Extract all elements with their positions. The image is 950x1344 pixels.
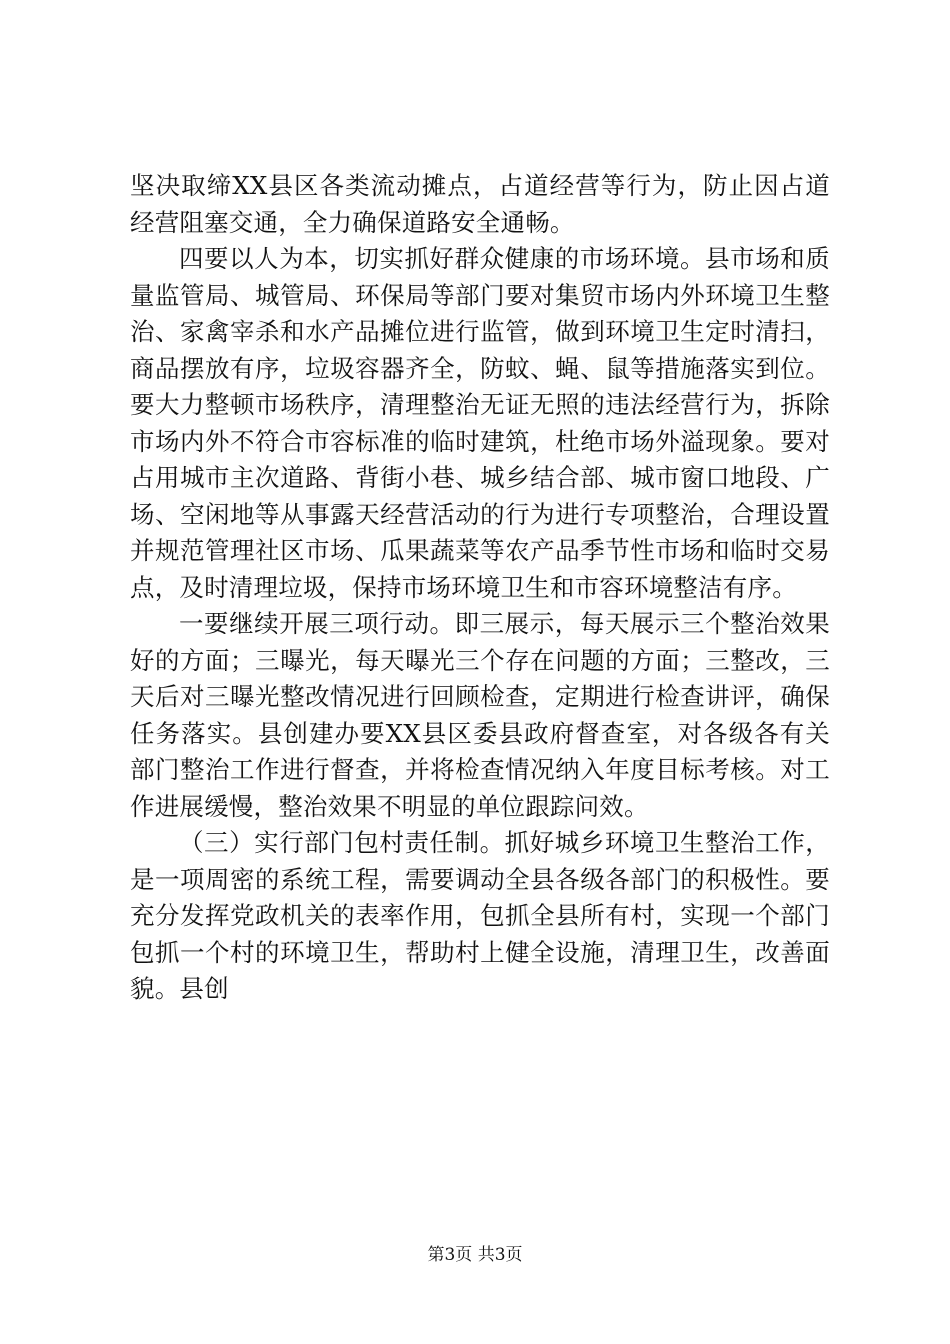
paragraph-3: 一要继续开展三项行动。即三展示，每天展示三个整治效果好的方面；三曝光，每天曝光三个存在问题的方面；三整改，三天后对三曝光整改情况进行回顾检查，定期进行检查讲评，确保任务落实。县创建办要XX县区委县政府督查室，对各级各有关部门整治工作进行督查，并将检查情况纳入年度目标考核。对工作进展缓慢，整治效果不明显的单位跟踪问效。: [130, 609, 830, 821]
document-body: [130, 168, 830, 1008]
paragraph-4: （三）实行部门包村责任制。抓好城乡环境卫生整治工作，是一项周密的系统工程，需要调动全县各级各部门的积极性。要充分发挥党政机关的表率作用，包抓全县所有村，实现一个部门包抓一个村的环境卫生，帮助村上健全设施，清理卫生，改善面貌。县创: [130, 828, 830, 1003]
page-footer: 第3页 共3页: [427, 1245, 523, 1265]
paragraph-2: 四要以人为本，切实抓好群众健康的市场环境。县市场和质量监管局、城管局、环保局等部门要对集贸市场内外环境卫生整治、家禽宰杀和水产品摊位进行监管，做到环境卫生定时清扫，商品摆放有序，垃圾容器齐全，防蚊、蝇、鼠等措施落实到位。要大力整顿市场秩序，清理整治无证无照的违法经营行为，拆除市场内外不符合市容标准的临时建筑，杜绝市场外溢现象。要对占用城市主次道路、背街小巷、城乡结合部、城市窗口地段、广场、空闲地等从事露天经营活动的行为进行专项整治，合理设置并规范管理社区市场、瓜果蔬菜等农产品季节性市场和临时交易点，及时清理垃圾，保持市场环境卫生和市容环境整洁有序。: [130, 244, 830, 602]
paragraph-1: 坚决取缔XX县区各类流动摊点，占道经营等行为，防止因占道经营阻塞交通，全力确保道路安全通畅。: [130, 171, 830, 237]
